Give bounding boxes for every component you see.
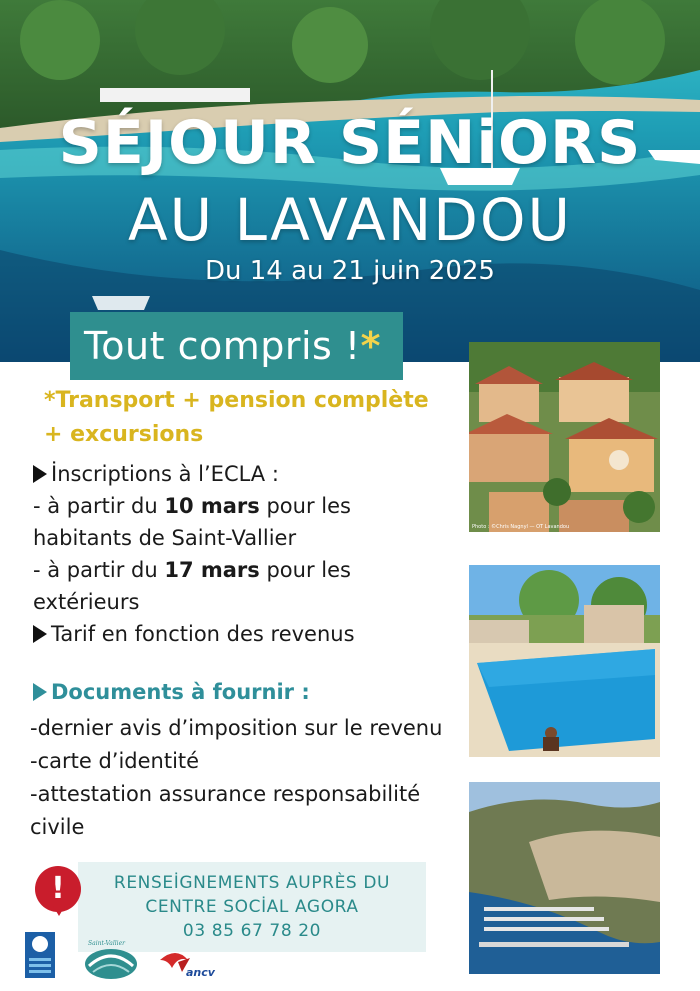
harbour-photo [469,782,660,974]
sea-landscape-illustration [0,0,700,362]
document-item: -dernier avis d’imposition sur le revenu [30,716,443,740]
stay-dates: Du 14 au 21 juin 2025 [205,256,495,286]
contact-line-2: CENTRE SOCİAL AGORA [145,897,359,917]
pool-photo [469,565,660,757]
triangle-bullet-icon [33,465,47,483]
title-line-1: SÉJOUR SÉNiORS [58,108,642,178]
registration-date-outsiders: - à partir du 17 mars pour les [33,558,351,582]
banner-asterisk: * [360,324,382,368]
documents-list [30,712,455,844]
registration-heading: İnscriptions à l’ECLA : [33,458,453,490]
pool-illustration [469,565,660,757]
department-logo-icon [25,932,55,978]
triangle-bullet-icon [33,683,47,701]
registration-info [33,458,453,650]
registration-residents-label: habitants de Saint-Vallier [33,526,297,550]
triangle-bullet-icon [33,625,47,643]
document-item: -attestation assurance responsabilité [30,782,421,806]
harbour-illustration [469,782,660,974]
photo-credit: Photo : ©Chris Nagnyl — OT Lavandou [472,524,570,530]
village-photo [469,342,660,532]
documents-heading: Documents à fournir : [33,680,310,704]
included-services [44,384,454,452]
tariff-info: Tarif en fonction des revenus [33,618,453,650]
hero-photo [0,0,700,362]
ancv-logo-text: ancv [186,966,215,979]
document-item: civile [30,815,85,839]
registration-date-residents: - à partir du 10 mars pour les [33,494,351,518]
contact-line-1: RENSEİGNEMENTS AUPRÈS DU [113,873,391,893]
village-illustration [469,342,660,532]
all-inclusive-banner [70,312,403,380]
contact-phone: 03 85 67 78 20 [182,921,322,941]
included-line-1: *Transport + pension complète [44,388,429,413]
banner-label: Tout compris ! [84,324,361,368]
alert-icon: ! [35,866,81,912]
title-line-2: AU LAVANDOU [128,186,572,254]
saint-vallier-logo-text: Saint-Vallier [88,940,126,947]
registration-outsiders-label: extérieurs [33,590,140,614]
included-line-2: + excursions [44,422,204,447]
document-item: -carte d’identité [30,749,200,773]
